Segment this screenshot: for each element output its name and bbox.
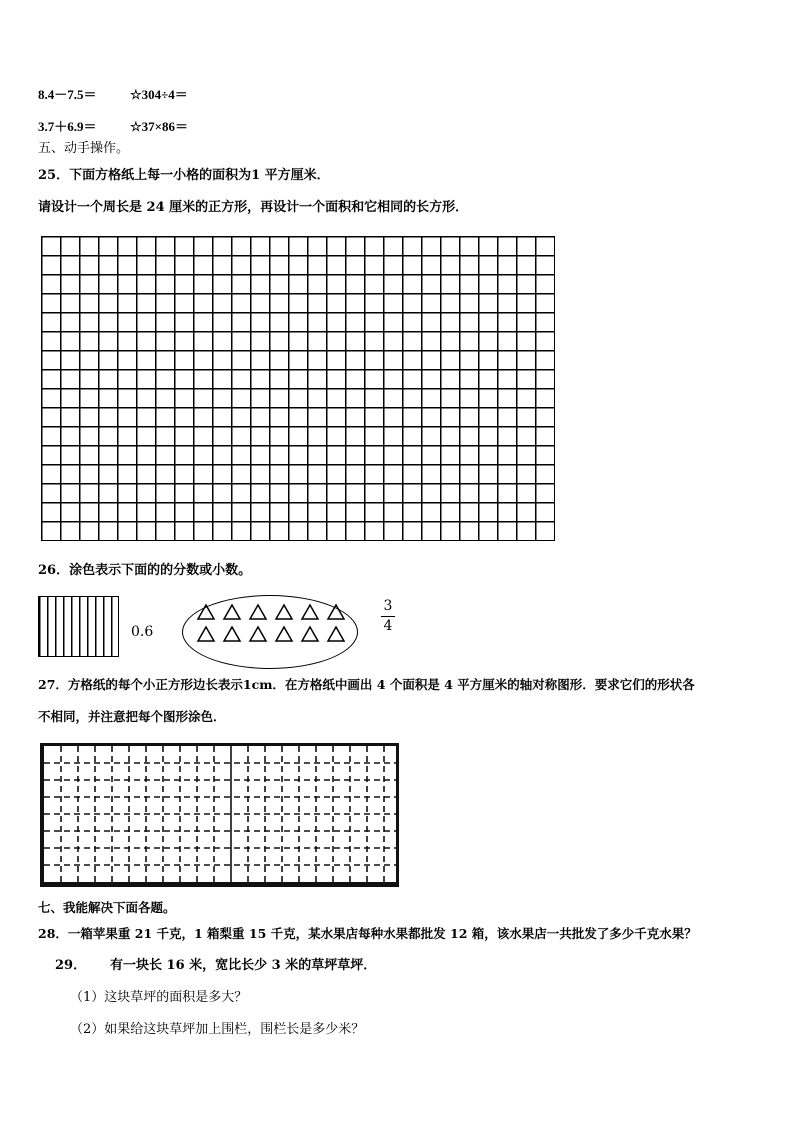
q29-number: 29． [55,958,87,973]
q29-sub2: （2）如果给这块草坪加上围栏，围栏长是多少米？ [70,1022,365,1037]
decimal-label: 0.6 [131,624,154,640]
square-grid-paper[interactable] [41,236,555,541]
q25-line2: 请设计一个周长是 24 厘米的正方形，再设计一个面积和它相同的长方形． [38,200,469,215]
triangle-icon [224,605,240,619]
triangle-icon [276,627,292,641]
q27-line1: 27．方格纸的每个小正方形边长表示1cm．在方格纸中画出 4 个面积是 4 平方厘米的轴对称图形．要求它们的形状各 [38,677,695,692]
triangle-icon [276,605,292,619]
triangle-icon [250,627,266,641]
calc-3.7-plus-6.9: 3.7＋6.9＝ [38,119,97,134]
dashed-grid-paper[interactable] [40,743,399,887]
fraction-denominator: 4 [383,618,393,634]
calc-37-times-86: ☆37×86＝ [130,119,189,134]
q26-title: 26．涂色表示下面的的分数或小数。 [38,563,252,578]
triangle-icon [302,627,318,641]
q27-line2: 不相同，并注意把每个图形涂色． [38,709,226,724]
triangle-icon [198,605,214,619]
fraction-three-quarters [380,598,396,635]
striped-rectangle[interactable] [38,596,119,657]
triangle-group[interactable] [195,603,345,647]
triangle-icon [302,605,318,619]
section-5-title: 五、动手操作。 [38,141,130,156]
fraction-bar [381,616,395,617]
calc-8.4-minus-7.5: 8.4－7.5＝ [38,87,97,102]
calc-304-div-4: ☆304÷4＝ [130,87,188,102]
triangle-icon [328,627,344,641]
fraction-numerator: 3 [383,598,393,614]
section-7-title: 七、我能解决下面各题。 [38,900,176,915]
q28-text: 28．一箱苹果重 21 千克，1 箱梨重 15 千克，某水果店每种水果都批发 12 箱，该水果店一共批发了多少千克水果？ [38,926,697,941]
triangle-icon [328,605,344,619]
triangle-icon [250,605,266,619]
triangle-icon [198,627,214,641]
q29-sub1: （1）这块草坪的面积是多大？ [70,990,248,1005]
q29-text: 有一块长 16 米，宽比长少 3 米的草坪草坪． [110,958,377,973]
triangle-icon [224,627,240,641]
q25-line1: 25．下面方格纸上每一小格的面积为1 平方厘米． [38,168,330,183]
